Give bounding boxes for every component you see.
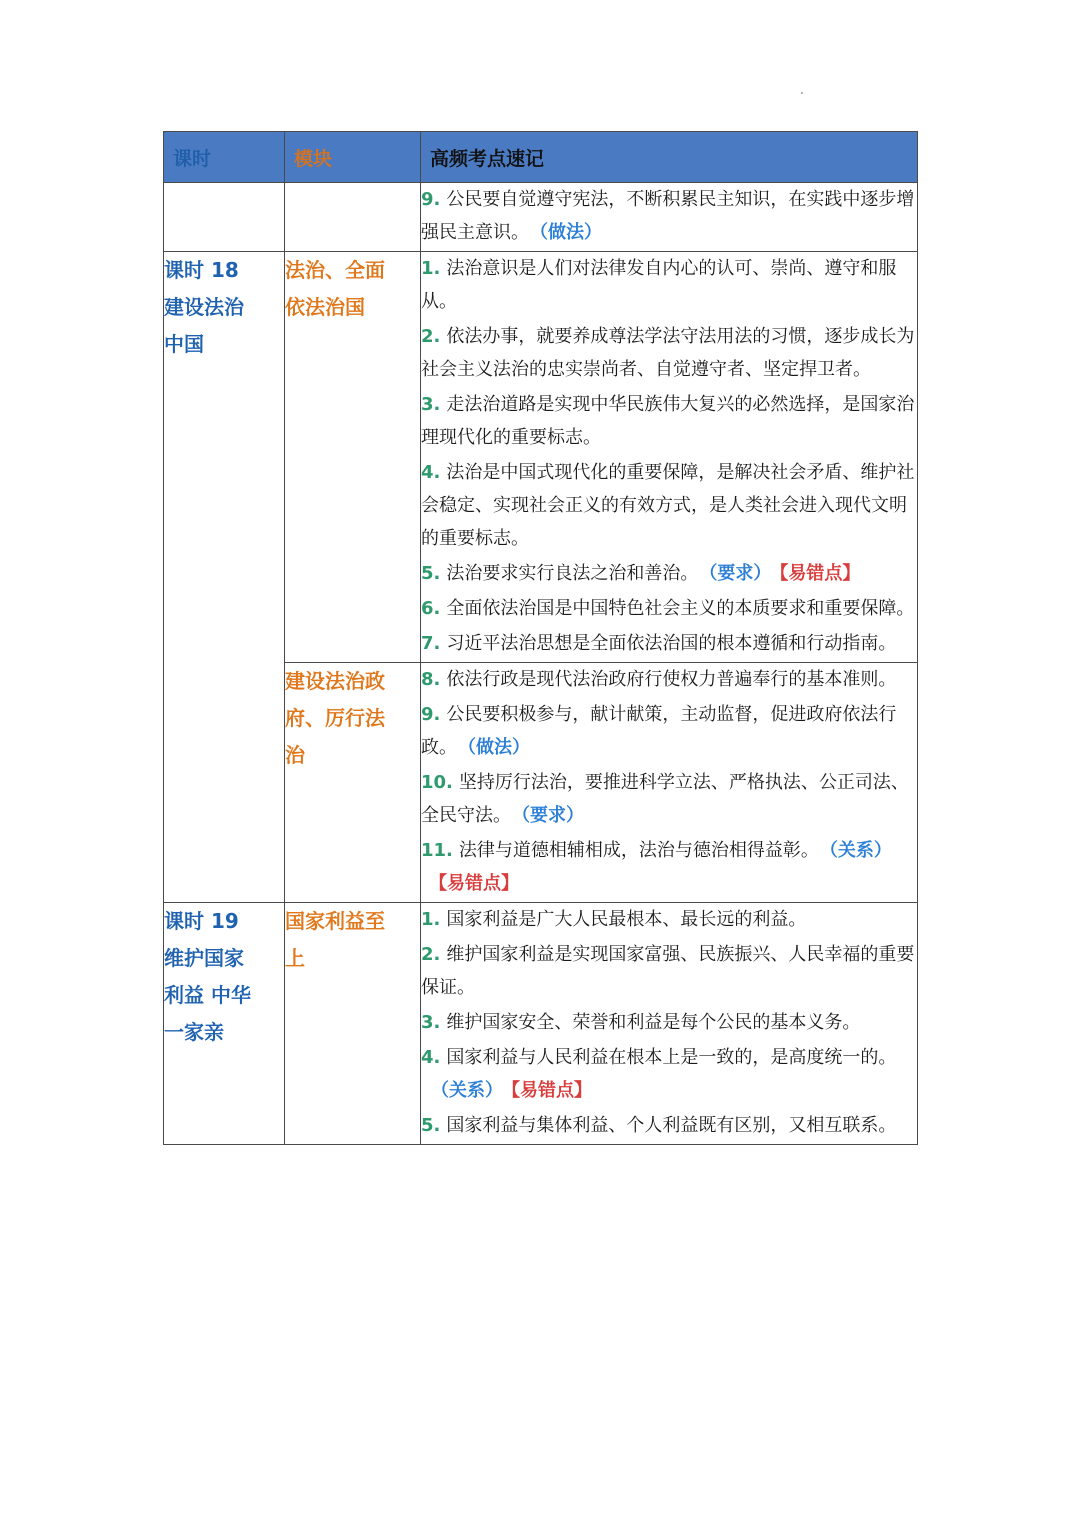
point-text: 法治要求实行良法之治和善治。 xyxy=(446,563,699,584)
point-number: 4. xyxy=(421,1047,441,1068)
category-tag: （做法） xyxy=(467,737,530,758)
point-text: 公民要积极参与，献计献策，主动监督，促进政府依法行政。 xyxy=(421,704,897,758)
lesson-title-line: 维护国家 xyxy=(164,946,244,970)
key-point-item xyxy=(421,456,917,555)
module-title-line: 法治、全面 xyxy=(285,258,385,282)
key-point-item xyxy=(421,698,917,764)
module-cell xyxy=(285,252,421,663)
module-title-line: 上 xyxy=(285,946,305,970)
lesson-title-line: 一家亲 xyxy=(164,1020,224,1044)
point-number: 7. xyxy=(421,633,441,654)
point-number: 9. xyxy=(421,189,441,210)
key-point-item xyxy=(421,388,917,454)
category-tag: （要求） xyxy=(521,805,584,826)
lesson-title-line: 建设法治 xyxy=(164,295,244,319)
point-text: 法律与道德相辅相成，法治与德治相得益彰。 xyxy=(458,840,819,861)
table-row xyxy=(164,183,918,252)
lesson-cell xyxy=(164,252,285,903)
error-prone-tag: 【易错点】 xyxy=(779,563,861,584)
lesson-title-line: 课时 19 xyxy=(164,909,239,933)
point-number: 6. xyxy=(421,598,441,619)
category-tag: （做法） xyxy=(539,222,602,243)
point-number: 1. xyxy=(421,258,441,279)
module-title-line: 府、厉行法 xyxy=(285,706,385,730)
key-point-item xyxy=(421,1006,917,1039)
category-tag: （要求） xyxy=(708,563,772,584)
module-title-line: 建设法治政 xyxy=(285,669,385,693)
point-text: 国家利益是广大人民最根本、最长远的利益。 xyxy=(446,909,807,930)
lesson-cell xyxy=(164,183,285,252)
category-tag: （关系） xyxy=(828,840,892,861)
point-number: 10. xyxy=(421,772,453,793)
key-point-item xyxy=(421,557,917,590)
module-title-line: 国家利益至 xyxy=(285,909,385,933)
key-point-item xyxy=(421,252,917,318)
module-title-line: 治 xyxy=(285,743,305,767)
point-number: 11. xyxy=(421,840,453,861)
table-row xyxy=(164,252,918,663)
lesson-cell xyxy=(164,903,285,1145)
point-text: 习近平法治思想是全面依法治国的根本遵循和行动指南。 xyxy=(446,633,897,654)
points-cell xyxy=(421,663,918,903)
point-text: 维护国家利益是实现国家富强、民族振兴、人民幸福的重要保证。 xyxy=(421,944,915,998)
lesson-title-line: 课时 18 xyxy=(164,258,239,282)
point-text: 公民要自觉遵守宪法，不断积累民主知识，在实践中逐步增强民主意识。 xyxy=(421,189,915,243)
point-text: 走法治道路是实现中华民族伟大复兴的必然选择，是国家治理现代化的重要标志。 xyxy=(421,394,915,448)
key-point-item xyxy=(421,183,917,249)
module-title-line: 依法治国 xyxy=(285,295,365,319)
point-number: 1. xyxy=(421,909,441,930)
key-point-item xyxy=(421,903,917,936)
point-text: 坚持厉行法治，要推进科学立法、严格执法、公正司法、全民守法。 xyxy=(421,772,909,826)
point-number: 3. xyxy=(421,394,441,415)
key-point-item xyxy=(421,627,917,660)
module-cell xyxy=(285,183,421,252)
key-point-item xyxy=(421,592,917,625)
key-point-item xyxy=(421,320,917,386)
key-point-item xyxy=(421,834,917,900)
point-text: 法治是中国式现代化的重要保障，是解决社会矛盾、维护社会稳定、实现社会正义的有效方式，是人类社会进入现代文明的重要标志。 xyxy=(421,462,915,549)
point-text: 国家利益与人民利益在根本上是一致的，是高度统一的。 xyxy=(446,1047,897,1068)
stray-dot-mark xyxy=(801,92,803,94)
key-point-item xyxy=(421,1109,917,1142)
point-number: 3. xyxy=(421,1012,441,1033)
lesson-title-line: 中国 xyxy=(164,332,204,356)
key-point-item xyxy=(421,663,917,696)
points-cell xyxy=(421,183,918,252)
category-tag: （关系） xyxy=(431,1080,503,1101)
points-cell xyxy=(421,903,918,1145)
point-number: 2. xyxy=(421,944,441,965)
key-point-item xyxy=(421,938,917,1004)
point-number: 2. xyxy=(421,326,441,347)
key-point-item xyxy=(421,766,917,832)
module-cell xyxy=(285,663,421,903)
header-lesson: 课时 xyxy=(164,132,285,183)
module-cell xyxy=(285,903,421,1145)
point-number: 8. xyxy=(421,669,441,690)
header-module: 模块 xyxy=(285,132,421,183)
table-header-row xyxy=(164,132,918,183)
point-number: 5. xyxy=(421,1115,441,1136)
point-text: 法治意识是人们对法律发自内心的认可、崇尚、遵守和服从。 xyxy=(421,258,897,312)
point-number: 5. xyxy=(421,563,441,584)
point-text: 依法行政是现代法治政府行使权力普遍奉行的基本准则。 xyxy=(446,669,897,690)
error-prone-tag: 【易错点】 xyxy=(429,873,519,894)
point-text: 维护国家安全、荣誉和利益是每个公民的基本义务。 xyxy=(446,1012,861,1033)
header-key-points: 高频考点速记 xyxy=(421,132,918,183)
key-point-item xyxy=(421,1041,917,1107)
point-text: 全面依法治国是中国特色社会主义的本质要求和重要保障。 xyxy=(446,598,915,619)
lesson-title-line: 利益 中华 xyxy=(164,983,251,1007)
table-row xyxy=(164,903,918,1145)
point-number: 9. xyxy=(421,704,441,725)
error-prone-tag: 【易错点】 xyxy=(511,1080,592,1101)
points-cell xyxy=(421,252,918,663)
study-notes-table xyxy=(163,131,918,1145)
point-text: 国家利益与集体利益、个人利益既有区别，又相互联系。 xyxy=(446,1115,897,1136)
point-number: 4. xyxy=(421,462,441,483)
point-text: 依法办事，就要养成尊法学法守法用法的习惯，逐步成长为社会主义法治的忠实崇尚者、自觉遵守者、坚定捍卫者。 xyxy=(421,326,915,380)
